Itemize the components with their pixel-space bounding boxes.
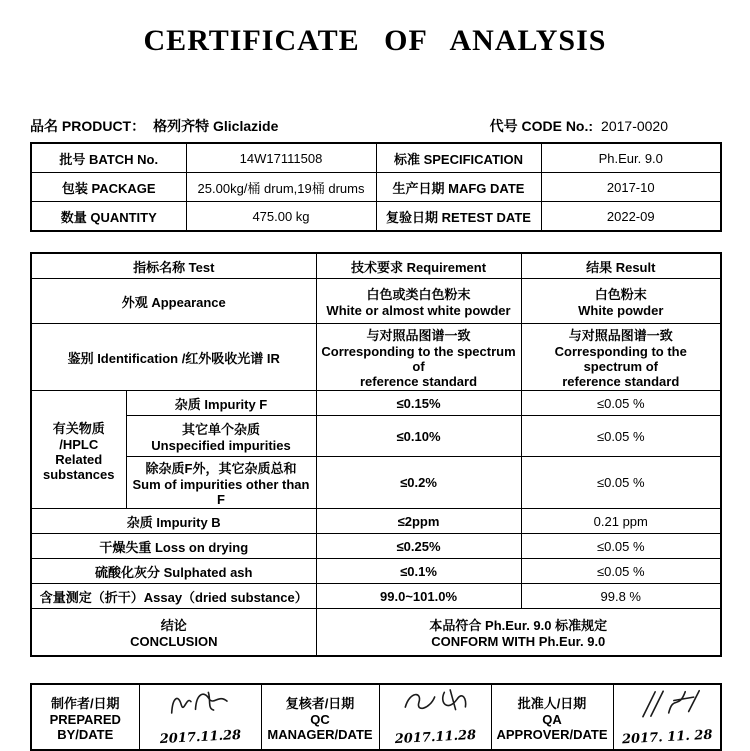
impurity-f-result: ≤0.05 %	[521, 391, 721, 416]
identification-requirement	[316, 324, 521, 391]
identification-result	[521, 324, 721, 391]
requirement-header: 技术要求 Requirement	[316, 253, 521, 279]
mafg-date-label: 生产日期 MAFG DATE	[376, 173, 541, 202]
impurity-b-result: 0.21 ppm	[521, 509, 721, 534]
related-substances-group-label	[31, 391, 126, 509]
impurity-f-requirement: ≤0.15%	[316, 391, 521, 416]
batch-info-table	[30, 142, 722, 232]
code-value: 2017-0020	[601, 118, 668, 134]
sulphated-ash-row	[31, 559, 721, 584]
code-label: 代号 CODE No.:	[489, 118, 594, 134]
specification-label: 标准 SPECIFICATION	[376, 143, 541, 173]
qa-approver-label	[491, 684, 613, 750]
test-line: 除杂质F外，其它杂质总和	[145, 461, 297, 476]
code-group	[490, 116, 668, 136]
qc-signature-cell	[379, 684, 491, 750]
conclusion-value	[316, 609, 721, 657]
impurity-f-test: 杂质 Impurity F	[126, 391, 316, 416]
signature-scribble	[162, 684, 238, 719]
assay-row	[31, 584, 721, 609]
sulphated-ash-result: ≤0.05 %	[521, 559, 721, 584]
label-line: BY/DATE	[57, 726, 114, 742]
impurity-f-row	[31, 391, 721, 416]
mafg-date-value: 2017-10	[541, 173, 721, 202]
unspecified-impurities-result: ≤0.05 %	[521, 416, 721, 457]
prepared-by-signature-cell	[139, 684, 261, 750]
result-line: White powder	[578, 303, 664, 318]
quantity-label: 数量 QUANTITY	[31, 202, 186, 232]
group-label-line: Related	[55, 451, 103, 467]
conclusion-label	[31, 609, 316, 657]
conclusion-value-line: 本品符合 Ph.Eur. 9.0 标准规定	[429, 618, 608, 633]
test-header: 指标名称 Test	[31, 253, 316, 279]
conclusion-value-line: CONFORM WITH Ph.Eur. 9.0	[431, 634, 606, 649]
requirement-line: White or almost white powder	[326, 303, 511, 318]
loss-on-drying-test: 干燥失重 Loss on drying	[31, 534, 316, 559]
requirement-line: reference standard	[359, 374, 478, 389]
qc-manager-label	[261, 684, 379, 750]
page-title: CERTIFICATE OF ANALYSIS	[143, 24, 607, 57]
group-label-line: substances	[42, 466, 115, 482]
qa-signature-cell	[613, 684, 721, 750]
label-line: PREPARED	[49, 711, 121, 727]
label-line: APPROVER/DATE	[496, 726, 608, 742]
assay-result: 99.8 %	[521, 584, 721, 609]
requirement-line: 白色或类白色粉末	[366, 287, 471, 302]
quantity-value: 475.00 kg	[186, 202, 376, 232]
appearance-requirement	[316, 279, 521, 324]
test-line: 其它单个杂质	[182, 422, 261, 437]
product-value: 格列齐特 Gliclazide	[153, 118, 279, 134]
loss-on-drying-result: ≤0.05 %	[521, 534, 721, 559]
package-value: 25.00kg/桶 drum,19桶 drums	[186, 173, 376, 202]
identification-test: 鉴别 Identification /红外吸收光谱 IR	[31, 324, 316, 391]
test-line: Sum of impurities other than F	[132, 477, 310, 507]
prepared-date: 2017.11.28	[158, 727, 242, 748]
signature-scribble	[394, 684, 476, 720]
result-line: reference standard	[562, 374, 680, 389]
unspecified-impurities-test	[126, 416, 316, 457]
results-table	[30, 252, 722, 657]
unspecified-impurities-row	[31, 416, 721, 457]
conclusion-row	[31, 609, 721, 657]
sulphated-ash-test: 硫酸化灰分 Sulphated ash	[31, 559, 316, 584]
info-row	[31, 173, 721, 202]
specification-value: Ph.Eur. 9.0	[541, 143, 721, 173]
product-group	[30, 116, 278, 136]
label-line: 复核者/日期	[285, 695, 355, 711]
label-line: 制作者/日期	[50, 695, 120, 711]
qa-date: 2017. 11. 28	[621, 727, 713, 748]
impurity-b-row	[31, 509, 721, 534]
appearance-result	[521, 279, 721, 324]
batch-no-value: 14W17111508	[186, 143, 376, 173]
identification-row	[31, 324, 721, 391]
result-line: Corresponding to the spectrum of	[554, 344, 687, 374]
label-line: QC	[310, 711, 330, 727]
info-row	[31, 143, 721, 173]
group-label-line: /HPLC	[59, 436, 99, 452]
sum-impurities-result: ≤0.05 %	[521, 457, 721, 509]
sulphated-ash-requirement: ≤0.1%	[316, 559, 521, 584]
info-row	[31, 202, 721, 232]
sum-impurities-requirement: ≤0.2%	[316, 457, 521, 509]
conclusion-label-line: CONCLUSION	[130, 634, 218, 649]
retest-date-value: 2022-09	[541, 202, 721, 232]
package-label: 包装 PACKAGE	[31, 173, 186, 202]
unspecified-impurities-requirement: ≤0.10%	[316, 416, 521, 457]
assay-requirement: 99.0~101.0%	[316, 584, 521, 609]
result-line: 白色粉末	[594, 287, 647, 302]
label-line: MANAGER/DATE	[267, 726, 373, 742]
group-label-line: 有关物质	[52, 420, 105, 436]
result-line: 与对照品图谱一致	[568, 328, 673, 343]
appearance-row	[31, 279, 721, 324]
label-line: QA	[542, 711, 562, 727]
loss-on-drying-row	[31, 534, 721, 559]
requirement-line: Corresponding to the spectrum of	[321, 344, 516, 374]
product-label: 品名 PRODUCT：	[30, 118, 146, 134]
signature-table	[30, 683, 722, 751]
test-line: Unspecified impurities	[151, 438, 291, 453]
impurity-b-requirement: ≤2ppm	[316, 509, 521, 534]
requirement-line: 与对照品图谱一致	[366, 328, 471, 343]
signature-scribble	[629, 684, 705, 721]
result-header: 结果 Result	[521, 253, 721, 279]
impurity-b-test: 杂质 Impurity B	[31, 509, 316, 534]
prepared-by-label	[31, 684, 139, 750]
conclusion-label-line: 结论	[160, 618, 187, 633]
loss-on-drying-requirement: ≤0.25%	[316, 534, 521, 559]
sum-impurities-test	[126, 457, 316, 509]
assay-test: 含量测定（折干）Assay（dried substance）	[31, 584, 316, 609]
qc-date: 2017.11.28	[393, 727, 477, 748]
results-header-row	[31, 253, 721, 279]
retest-date-label: 复验日期 RETEST DATE	[376, 202, 541, 232]
batch-no-label: 批号 BATCH No.	[31, 143, 186, 173]
signature-row	[31, 684, 721, 750]
label-line: 批准人/日期	[517, 695, 587, 711]
appearance-test: 外观 Appearance	[31, 279, 316, 324]
sum-impurities-row	[31, 457, 721, 509]
product-code-row	[30, 116, 720, 136]
